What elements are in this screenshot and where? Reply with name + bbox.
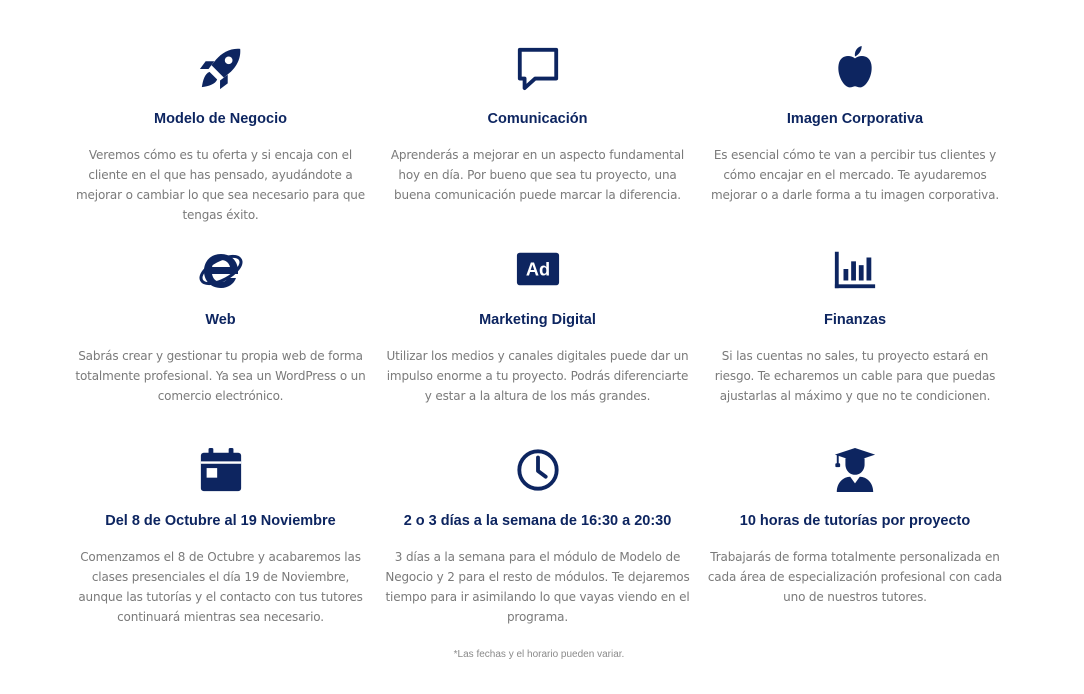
feature-tutorias [696,446,1014,647]
apple-icon [831,44,879,92]
feature-fechas [62,446,379,647]
feature-title: Imagen Corporativa [786,111,924,127]
feature-imagen-corporativa [696,44,1014,245]
feature-description: 3 días a la semana para el módulo de Modelo de Negocio y 2 para el resto de módulos. Te dejaremos tiempo para ir asimilando lo que vayas viendo en el programa. [385,550,690,624]
features-grid [62,44,1014,647]
bar-chart-icon [831,245,879,293]
speech-bubble-icon [514,44,562,92]
clock-icon [514,446,562,494]
ad-icon-label: Ad [525,259,550,280]
feature-title: Finanzas [823,312,887,328]
feature-modelo-de-negocio [62,44,379,245]
graduate-icon [831,446,879,494]
feature-title: Modelo de Negocio [154,111,287,127]
feature-title: Del 8 de Octubre al 19 Noviembre [105,513,336,529]
feature-title: 10 horas de tutorías por proyecto [739,513,971,529]
calendar-icon [197,446,245,494]
feature-title: Marketing Digital [479,312,596,328]
feature-description: Si las cuentas no sales, tu proyecto estará en riesgo. Te echaremos un cable para que puedas ajustarlas al máximo y que no te condicionen. [714,349,996,403]
feature-description: Comenzamos el 8 de Octubre y acabaremos las clases presenciales el día 19 de Noviembre, aunque las tutorías y el contacto con tus tutores continuará mientras sea necesario. [78,550,363,624]
feature-finanzas [696,245,1014,446]
feature-title: 2 o 3 días a la semana de 16:30 a 20:30 [403,513,672,529]
feature-description: Utilizar los medios y canales digitales puede dar un impulso enorme a tu proyecto. Podrás diferenciarte y estar a la altura de los más grandes. [386,349,689,403]
ad-icon [514,245,562,293]
feature-horario [379,446,696,647]
feature-marketing-digital [379,245,696,446]
feature-description: Trabajarás de forma totalmente personalizada en cada área de especialización profesional con cada uno de nuestros tutores. [707,550,1003,604]
feature-description: Aprenderás a mejorar en un aspecto fundamental hoy en día. Por bueno que sea tu proyecto, una buena comunicación puede marcar la diferencia. [390,148,685,202]
feature-description: Veremos cómo es tu oferta y si encaja con el cliente en el que has pensado, ayudándote a mejorar o cambiar lo que sea necesario para que tengas éxito. [76,148,365,222]
feature-description: Es esencial cómo te van a percibir tus clientes y cómo encajar en el mercado. Te ayudaremos mejorar o a darle forma a tu imagen corporativa. [710,148,999,202]
feature-comunicacion [379,44,696,245]
feature-description: Sabrás crear y gestionar tu propia web de forma totalmente profesional. Ya sea un WordPress o un comercio electrónico. [75,349,366,403]
schedule-footnote: *Las fechas y el horario pueden variar. [453,649,625,660]
rocket-icon [197,44,245,92]
internet-explorer-icon [197,245,245,293]
feature-title: Comunicación [487,111,588,127]
feature-web [62,245,379,446]
feature-title: Web [205,312,236,328]
